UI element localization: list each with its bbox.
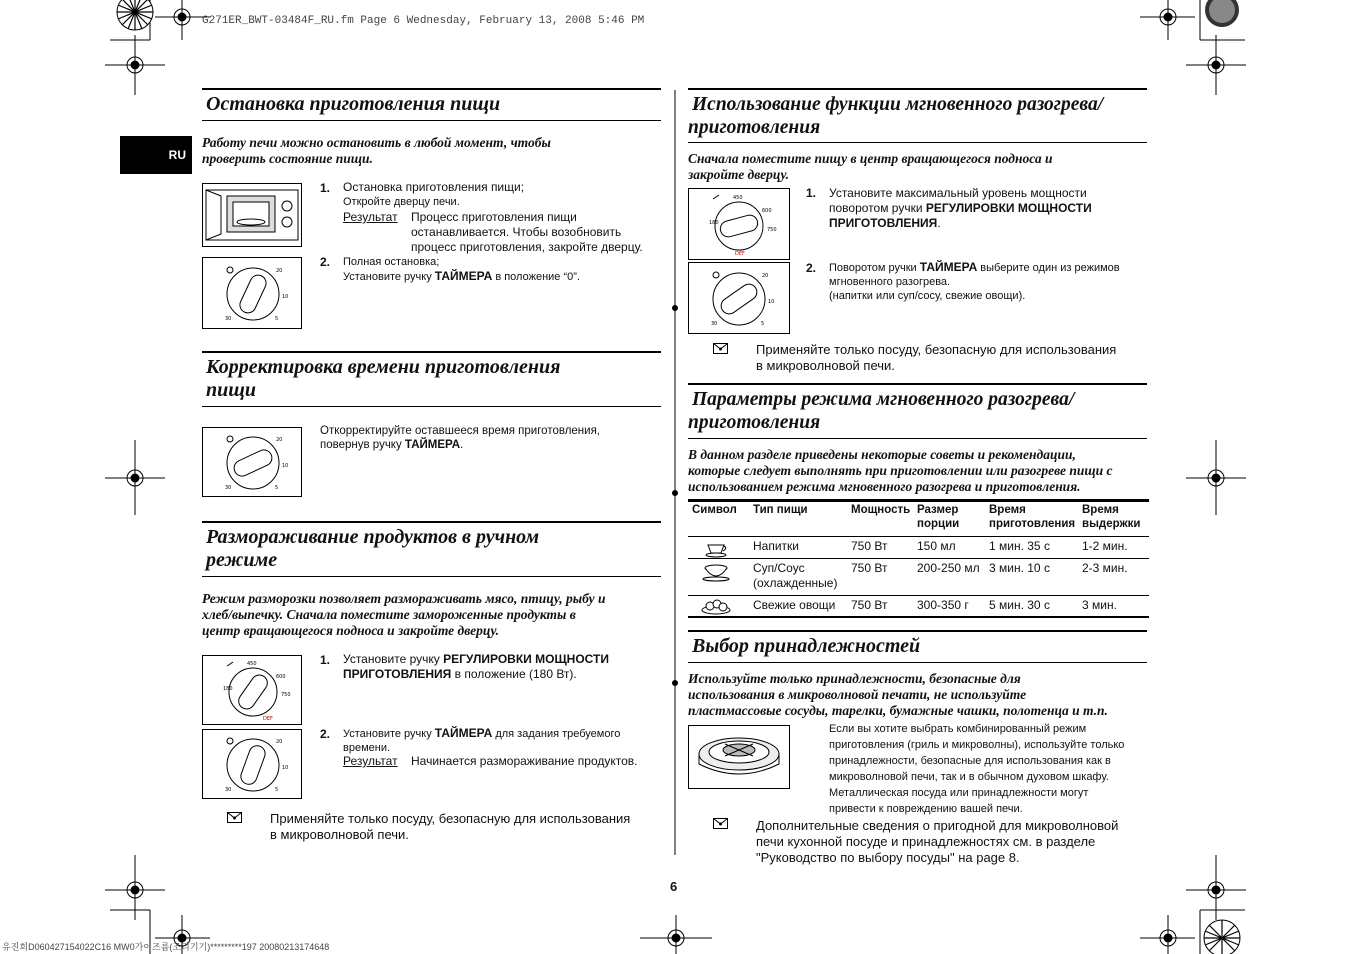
svg-text:20: 20	[276, 268, 283, 274]
defrost-step1-text: Установите ручку РЕГУЛИРОВКИ МОЩНОСТИ ПРИГОТОВЛЕНИЯ в положение (180 Вт).	[343, 652, 609, 681]
instant-step1-text: Установите максимальный уровень мощности поворотом ручки РЕГУЛИРОВКИ МОЩНОСТИ ПРИГОТОВЛЕНИЯ.	[829, 186, 1092, 230]
turntable-figure	[688, 725, 790, 789]
svg-text:DEF: DEF	[735, 251, 745, 257]
table-cell-power: 750 Вт	[851, 598, 888, 612]
svg-text:600: 600	[276, 674, 286, 680]
section-rule-bottom	[202, 576, 661, 577]
svg-text:450: 450	[247, 661, 257, 667]
params-intro: В данном разделе приведены некоторые советы и рекомендации, которые следует выполнять при приготовлении или разогреве пищи с использованием режима мгновенного разогрева и приготовления.	[688, 447, 1113, 494]
defrost-result-text: Начинается размораживание продуктов.	[411, 754, 638, 768]
note-icon	[713, 343, 728, 354]
table-cell-cook-time: 1 мин. 35 с	[989, 539, 1050, 553]
table-cell-food: Свежие овощи	[753, 598, 836, 612]
accessories-note-text: Дополнительные сведения о пригодной для микроволновой печи кухонной посуде и принадлежностях см. в разделе "Руководство по выбору посуды" на page 8.	[756, 818, 1119, 865]
timer-dial-figure	[202, 427, 302, 497]
stop-intro: Работу печи можно остановить в любой момент, чтобы проверить состояние пищи.	[202, 135, 551, 166]
timer-dial-figure	[688, 262, 790, 334]
section-title-instant: Использование функции мгновенного разогрева/ приготовления	[688, 94, 1104, 138]
section-rule-bottom	[688, 662, 1147, 663]
defrost-step1-number: 1.	[320, 653, 331, 667]
section-rule-bottom	[688, 438, 1147, 439]
section-rule-top	[202, 351, 661, 353]
power-dial-figure	[688, 188, 790, 260]
svg-text:5: 5	[275, 787, 279, 793]
section-rule-bottom	[202, 120, 661, 121]
timer-dial-figure	[202, 257, 302, 329]
table-cell-food: Напитки	[753, 539, 799, 553]
accessories-intro: Используйте только принадлежности, безопасные для использования в микроволновой печати, не используйте пластмассовые сосуды, тарелки, бумажные чашки, полотенца и т.п.	[688, 671, 1108, 718]
section-rule-top	[688, 88, 1147, 90]
table-cell-food: Суп/Соус (охлажденные)	[753, 561, 838, 590]
instant-step2-number: 2.	[806, 261, 817, 275]
table-cell-stand-time: 2-3 мин.	[1082, 561, 1128, 575]
power-dial-figure	[202, 655, 302, 725]
table-cell-portion: 300-350 г	[917, 598, 969, 612]
defrost-intro: Режим разморозки позволяет размораживать мясо, птицу, рыбу и хлеб/выпечку. Сначала поместите замороженные продукты в центр вращающегося подноса и закройте дверцу.	[202, 591, 606, 638]
defrost-step2-number: 2.	[320, 727, 331, 741]
instant-intro: Сначала поместите пищу в центр вращающегося подноса и закройте дверцу.	[688, 151, 1053, 182]
stop-step1-number: 1.	[320, 181, 331, 195]
instant-params-table	[688, 502, 1149, 618]
svg-text:20: 20	[276, 437, 283, 443]
vegetables-icon	[700, 598, 732, 616]
svg-text:180: 180	[709, 220, 719, 226]
timer-dial-figure	[202, 729, 302, 799]
language-tab: RU	[120, 136, 192, 174]
defrost-step2-text: Установите ручку ТАЙМЕРА для задания требуемого времени.	[343, 726, 621, 754]
svg-text:30: 30	[225, 316, 232, 322]
stop-step2-number: 2.	[320, 255, 331, 269]
table-cell-portion: 150 мл	[917, 539, 956, 553]
table-cell-stand-time: 1-2 мин.	[1082, 539, 1128, 553]
svg-text:5: 5	[275, 316, 279, 322]
svg-text:5: 5	[761, 321, 765, 327]
col-header-power: Мощность	[851, 504, 911, 516]
stop-result-label: Результат	[343, 210, 398, 224]
col-header-stand-time: Время выдержки	[1082, 504, 1141, 530]
table-cell-stand-time: 3 мин.	[1082, 598, 1117, 612]
section-title-defrost: Размораживание продуктов в ручном режиме	[206, 526, 540, 571]
table-rule-bottom	[688, 616, 1149, 618]
table-cell-cook-time: 3 мин. 10 с	[989, 561, 1050, 575]
defrost-note-text: Применяйте только посуду, безопасную для использования в микроволновой печи.	[270, 811, 631, 842]
svg-text:10: 10	[282, 463, 289, 469]
svg-text:10: 10	[282, 294, 289, 300]
section-title-stop: Остановка приготовления пищи	[206, 93, 501, 115]
stop-step1-text: Остановка приготовления пищи; Откройте дверцу печи.	[343, 180, 525, 208]
svg-text:600: 600	[762, 208, 772, 214]
accessories-text: Если вы хотите выбрать комбинированный режим приготовления (гриль и микроволны), используйте только принадлежности, безопасные для использования как в микроволновой печи, так и в обычном духовом шкафу. Металлическая посуда или принадлежности могут привести к повреждению вашей печи.	[829, 723, 1125, 815]
note-icon	[227, 812, 242, 823]
section-title-adjust: Корректировка времени приготовления пищи	[206, 356, 561, 401]
table-row-rule	[688, 558, 1149, 559]
svg-text:10: 10	[282, 765, 289, 771]
table-cell-cook-time: 5 мин. 30 с	[989, 598, 1050, 612]
col-header-food: Тип пищи	[753, 504, 808, 516]
svg-text:30: 30	[225, 787, 232, 793]
section-title-accessories: Выбор принадлежностей	[692, 635, 921, 657]
svg-text:20: 20	[762, 273, 769, 279]
col-header-portion: Размер порции	[917, 504, 960, 530]
section-rule-top	[688, 383, 1147, 385]
svg-text:180: 180	[223, 686, 233, 692]
svg-text:5: 5	[275, 485, 279, 491]
section-rule-bottom	[202, 406, 661, 407]
stop-result-text: Процесс приготовления пищи останавливается. Чтобы возобновить процесс приготовления, закройте дверцу.	[411, 210, 643, 254]
section-title-params: Параметры режима мгновенного разогрева/ приготовления	[688, 389, 1075, 433]
section-rule-top	[202, 521, 661, 523]
svg-text:750: 750	[767, 227, 777, 233]
svg-text:450: 450	[733, 195, 743, 201]
oven-open-door-figure	[202, 183, 302, 247]
defrost-result-label: Результат	[343, 754, 398, 768]
instant-note-text: Применяйте только посуду, безопасную для использования в микроволновой печи.	[756, 342, 1117, 373]
section-rule-top	[202, 88, 661, 90]
table-header-rule	[688, 536, 1149, 537]
table-cell-portion: 200-250 мл	[917, 561, 980, 575]
file-header: G271ER_BWT-03484F_RU.fm Page 6 Wednesday, February 13, 2008 5:46 PM	[202, 15, 645, 27]
stop-step2-text: Полная остановка; Установите ручку ТАЙМЕРА в положение “0”.	[343, 256, 580, 283]
note-icon	[713, 818, 728, 829]
svg-text:30: 30	[225, 485, 232, 491]
adjust-text: Откорректируйте оставшееся время приготовления, повернув ручку ТАЙМЕРА.	[320, 425, 600, 451]
col-header-cook-time: Время приготовления	[989, 504, 1076, 530]
bowl-icon	[702, 562, 730, 582]
col-header-symbol: Символ	[692, 504, 737, 516]
print-footer: 유진희D060427154022C16 MW0가이즈름(조리기기)*********197 20080213174648	[2, 942, 330, 952]
table-cell-power: 750 Вт	[851, 539, 888, 553]
svg-text:750: 750	[281, 692, 291, 698]
svg-text:30: 30	[711, 321, 718, 327]
cup-icon	[704, 540, 728, 558]
section-rule-top	[688, 630, 1147, 632]
svg-text:10: 10	[768, 299, 775, 305]
table-row-rule	[688, 595, 1149, 596]
svg-text:DEF: DEF	[263, 716, 273, 722]
instant-step2-text: Поворотом ручки ТАЙМЕРА выберите один из режимов мгновенного разогрева. (напитки или суп/сосу, свежие овощи).	[829, 260, 1120, 302]
section-rule-bottom	[688, 142, 1147, 143]
page-number: 6	[670, 879, 678, 894]
svg-text:20: 20	[276, 739, 283, 745]
instant-step1-number: 1.	[806, 186, 817, 200]
table-cell-power: 750 Вт	[851, 561, 888, 575]
